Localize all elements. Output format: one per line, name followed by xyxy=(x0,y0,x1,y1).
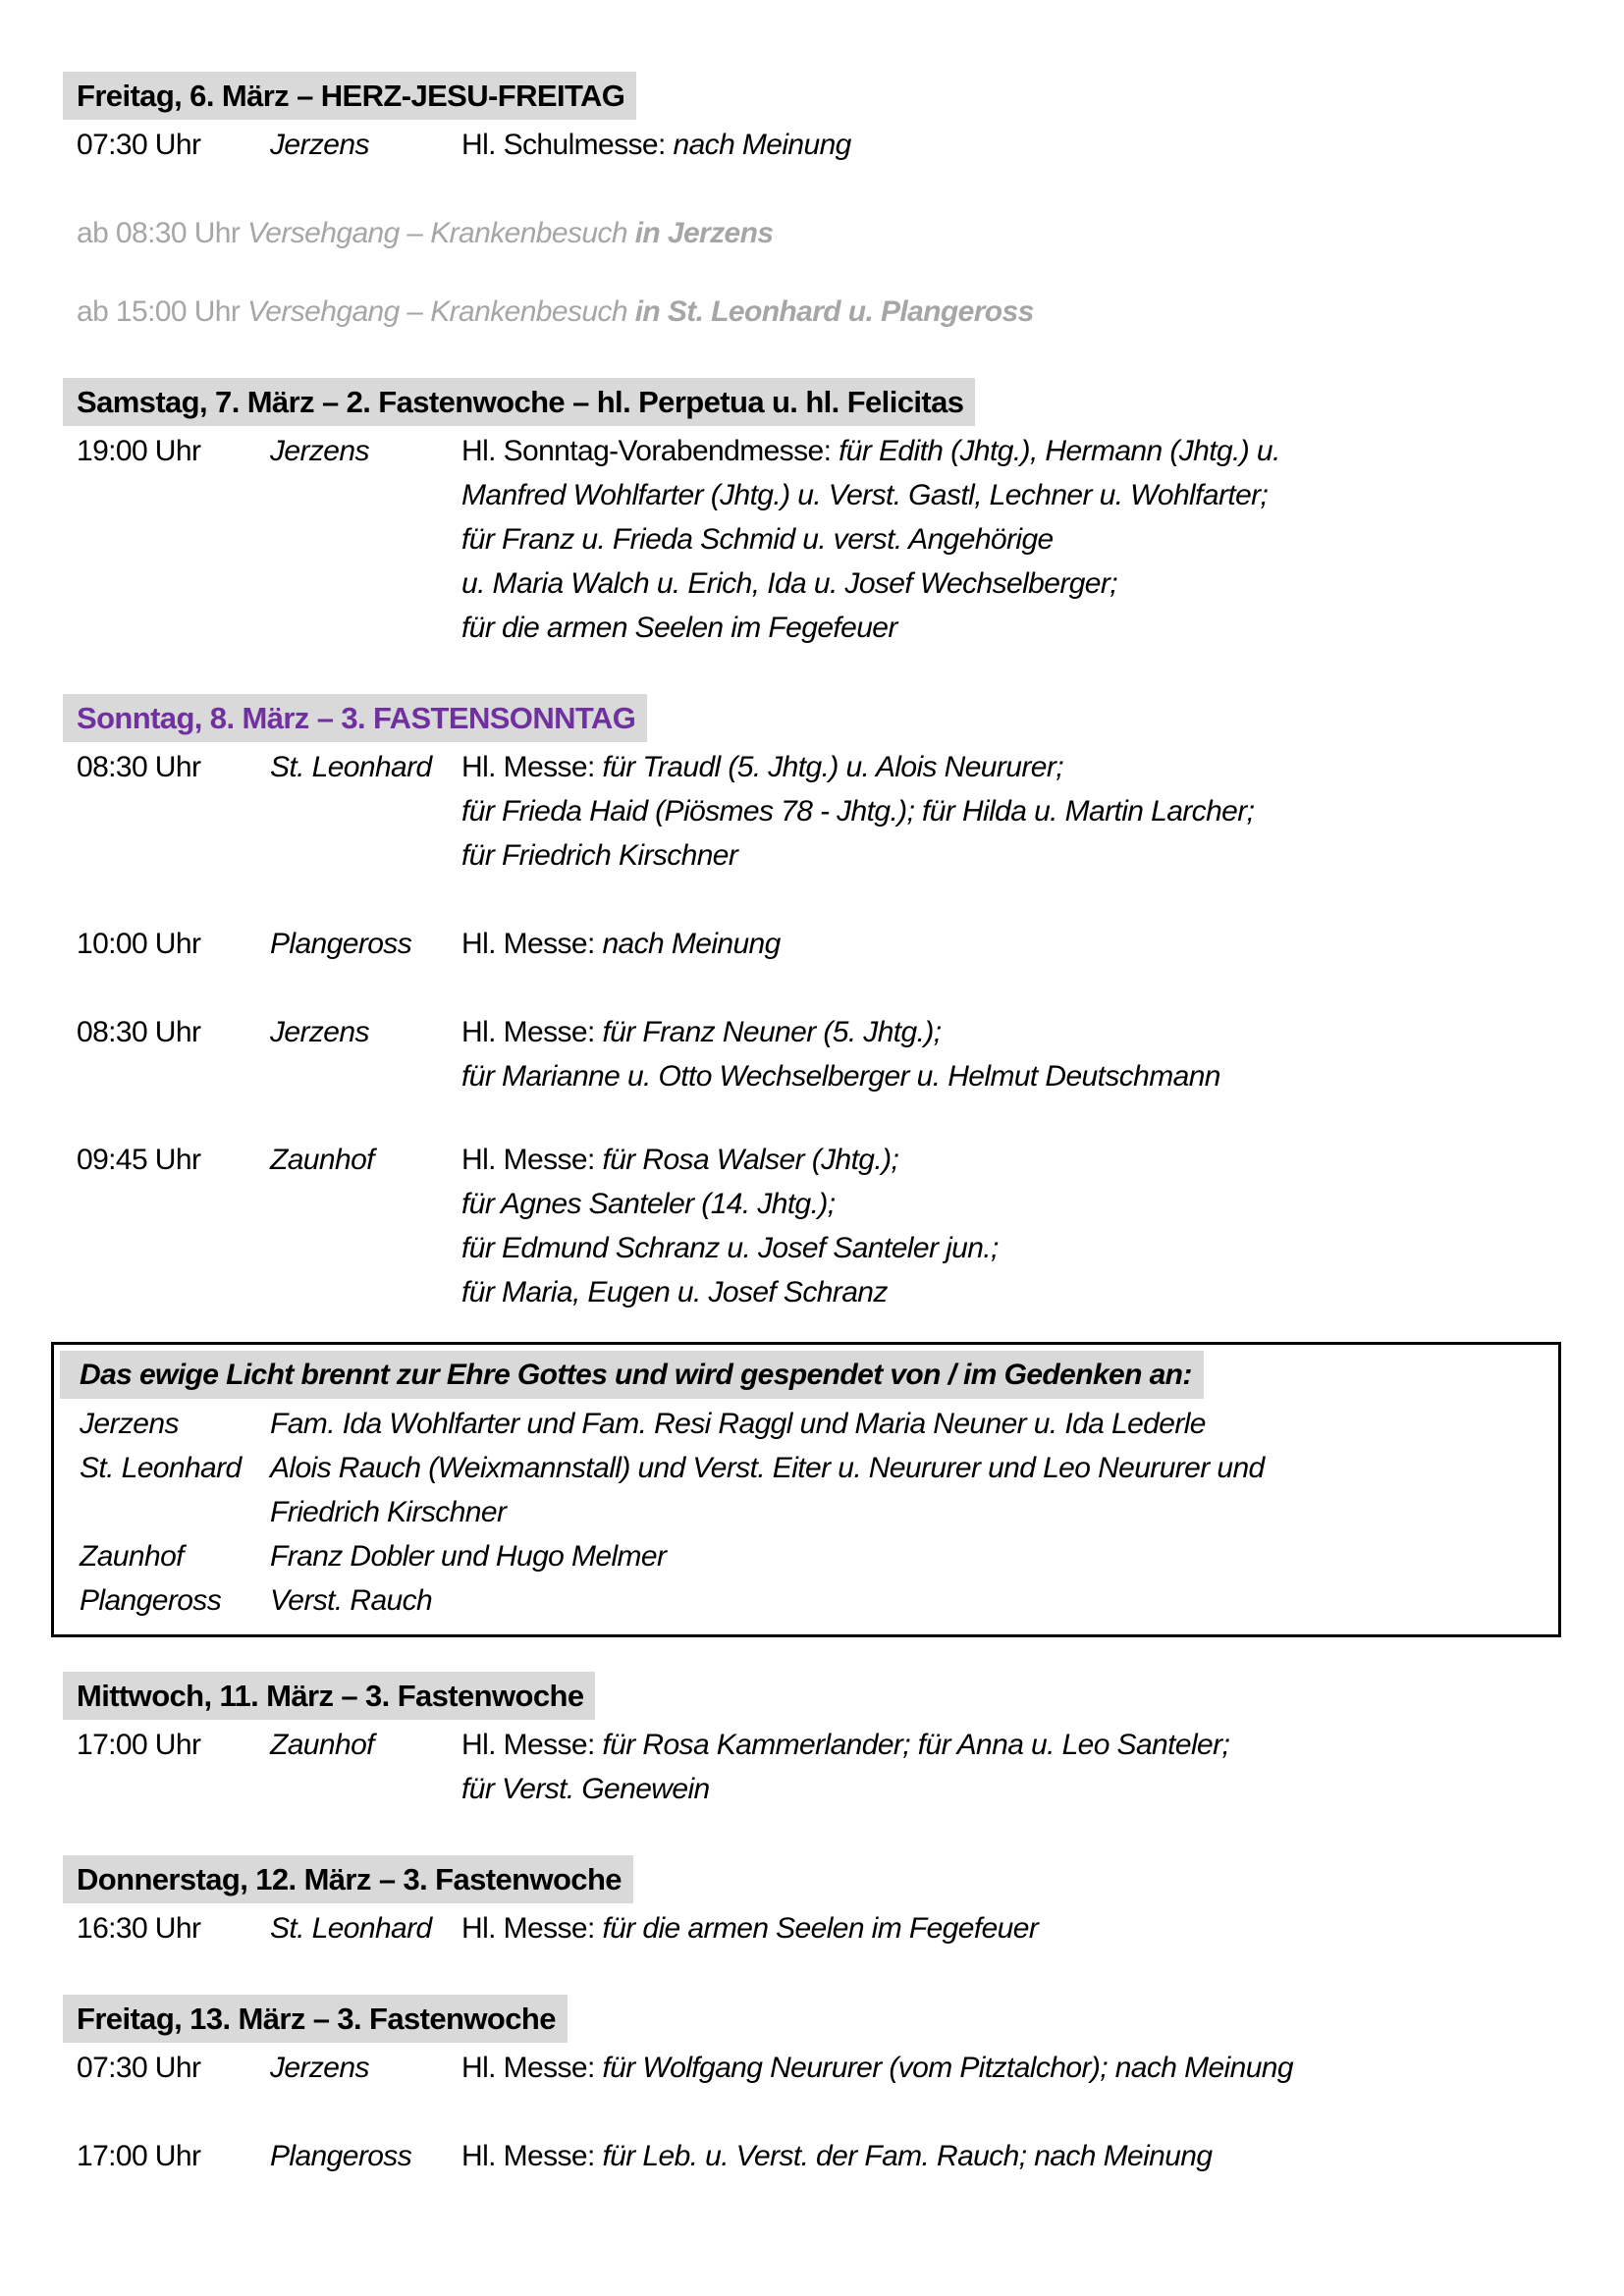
entry-description xyxy=(461,745,1567,878)
entry-location: St. Leonhard xyxy=(270,1912,432,1945)
day-header: Mittwoch, 11. März – 3. Fastenwoche xyxy=(63,1672,595,1720)
mass-entry xyxy=(77,1138,1567,1314)
service-label: Hl. Messe: xyxy=(461,928,595,960)
entry-location: Jerzens xyxy=(270,2052,369,2084)
visit-activity: Versehgang – Krankenbesuch xyxy=(247,217,627,249)
intention-line: für Wolfgang Neururer (vom Pitztalchor); nach Meinung xyxy=(602,2052,1293,2084)
section-wednesday-11 xyxy=(77,1672,1567,1720)
description-line xyxy=(461,745,1567,789)
mass-entry xyxy=(77,123,1567,167)
entry-location: Zaunhof xyxy=(270,1144,374,1176)
service-label: Hl. Messe: xyxy=(461,1912,595,1945)
service-label: Hl. Sonntag-Vorabendmesse: xyxy=(461,435,832,467)
intention-line: für Edmund Schranz u. Josef Santeler jun.; xyxy=(461,1232,999,1264)
mass-entry xyxy=(77,1906,1567,1950)
intention-line: für die armen Seelen im Fegefeuer xyxy=(602,1912,1039,1945)
service-label: Hl. Messe: xyxy=(461,2052,595,2084)
description-line xyxy=(461,123,1567,167)
intention-line: für Rosa Walser (Jhtg.); xyxy=(602,1144,899,1176)
light-location: Jerzens xyxy=(80,1408,179,1440)
light-box-header xyxy=(80,1351,1539,1399)
light-box-row xyxy=(80,1402,1539,1446)
entry-location: Plangeross xyxy=(270,928,412,960)
mass-entry xyxy=(77,429,1567,650)
day-header: Samstag, 7. März – 2. Fastenwoche – hl. Perpetua u. hl. Felicitas xyxy=(63,378,975,426)
section-thursday-12 xyxy=(77,1855,1567,1903)
intention-line: Manfred Wohlfarter (Jhtg.) u. Verst. Gastl, Lechner u. Wohlfarter; xyxy=(461,479,1269,511)
description-line xyxy=(461,429,1567,473)
intention-line: für Agnes Santeler (14. Jhtg.); xyxy=(461,1188,836,1220)
section-saturday-7 xyxy=(77,378,1567,426)
intention-line: nach Meinung xyxy=(602,928,781,960)
entry-time: 08:30 Uhr xyxy=(77,1016,201,1048)
intention-line: für Friedrich Kirschner xyxy=(461,839,738,872)
visit-place: in Jerzens xyxy=(634,217,774,249)
entry-description xyxy=(461,1906,1567,1950)
mass-entry xyxy=(77,1723,1567,1811)
service-label: Hl. Messe: xyxy=(461,1144,595,1176)
light-donors xyxy=(270,1446,1539,1534)
entry-time: 16:30 Uhr xyxy=(77,1912,201,1945)
intention-line: für Franz Neuner (5. Jhtg.); xyxy=(602,1016,942,1048)
entry-time: 17:00 Uhr xyxy=(77,2140,201,2172)
section-friday-13 xyxy=(77,1995,1567,2043)
service-label: Hl. Schulmesse: xyxy=(461,129,666,161)
entry-description xyxy=(461,1138,1567,1314)
light-box-row xyxy=(80,1534,1539,1578)
section-friday-6 xyxy=(77,72,1567,120)
service-label: Hl. Messe: xyxy=(461,2140,595,2172)
light-donors xyxy=(270,1578,1539,1623)
sick-call-note xyxy=(77,211,1567,255)
description-line xyxy=(461,1723,1567,1767)
mass-entry xyxy=(77,2134,1567,2178)
entry-location: St. Leonhard xyxy=(270,751,432,783)
service-label: Hl. Messe: xyxy=(461,1729,595,1761)
description-line xyxy=(461,1138,1567,1182)
entry-description xyxy=(461,123,1567,167)
description-line xyxy=(461,1010,1567,1054)
service-label: Hl. Messe: xyxy=(461,751,595,783)
intention-line: nach Meinung xyxy=(673,129,851,161)
intention-line: für die armen Seelen im Fegefeuer xyxy=(461,612,897,644)
section-sunday-8 xyxy=(77,694,1567,742)
entry-description xyxy=(461,922,1567,966)
description-line xyxy=(461,1906,1567,1950)
entry-time: 07:30 Uhr xyxy=(77,2052,201,2084)
light-donor-line: Alois Rauch (Weixmannstall) und Verst. Eiter u. Neururer und Leo Neururer und xyxy=(270,1452,1265,1484)
light-donor-line: Franz Dobler und Hugo Melmer xyxy=(270,1540,667,1573)
light-donors xyxy=(270,1534,1539,1578)
description-line xyxy=(461,922,1567,966)
mass-entry xyxy=(77,1010,1567,1098)
entry-location: Jerzens xyxy=(270,435,369,467)
day-header: Donnerstag, 12. März – 3. Fastenwoche xyxy=(63,1855,633,1903)
light-donor-line: Friedrich Kirschner xyxy=(270,1496,507,1528)
mass-entry xyxy=(77,2046,1567,2090)
entry-time: 19:00 Uhr xyxy=(77,435,201,467)
description-line xyxy=(461,2046,1567,2090)
intention-line: für Franz u. Frieda Schmid u. verst. Angehörige xyxy=(461,523,1054,556)
entry-description xyxy=(461,1723,1567,1811)
intention-line: für Maria, Eugen u. Josef Schranz xyxy=(461,1276,888,1308)
service-label: Hl. Messe: xyxy=(461,1016,595,1048)
entry-location: Plangeross xyxy=(270,2140,412,2172)
mass-entry xyxy=(77,922,1567,966)
entry-time: 07:30 Uhr xyxy=(77,129,201,161)
entry-location: Jerzens xyxy=(270,1016,369,1048)
day-header: Sonntag, 8. März – 3. FASTENSONNTAG xyxy=(63,694,647,742)
entry-description xyxy=(461,2046,1567,2090)
entry-description xyxy=(461,429,1567,650)
entry-time: 09:45 Uhr xyxy=(77,1144,201,1176)
light-location: Zaunhof xyxy=(80,1540,184,1573)
intention-line: für Edith (Jhtg.), Hermann (Jhtg.) u. xyxy=(839,435,1280,467)
entry-time: 08:30 Uhr xyxy=(77,751,201,783)
visit-time: ab 08:30 Uhr xyxy=(77,217,241,249)
entry-description xyxy=(461,2134,1567,2178)
description-line xyxy=(461,2134,1567,2178)
day-header: Freitag, 6. März – HERZ-JESU-FREITAG xyxy=(63,72,636,120)
light-box-row xyxy=(80,1578,1539,1623)
intention-line: für Frieda Haid (Piösmes 78 - Jhtg.); für Hilda u. Martin Larcher; xyxy=(461,795,1255,828)
eternal-light-box xyxy=(51,1342,1561,1637)
entry-time: 10:00 Uhr xyxy=(77,928,201,960)
light-location: Plangeross xyxy=(80,1584,222,1617)
intention-line: u. Maria Walch u. Erich, Ida u. Josef Wechselberger; xyxy=(461,567,1117,600)
intention-line: für Marianne u. Otto Wechselberger u. Helmut Deutschmann xyxy=(461,1060,1220,1093)
entry-location: Jerzens xyxy=(270,129,369,161)
light-box-title: Das ewige Licht brennt zur Ehre Gottes und wird gespendet von / im Gedenken an: xyxy=(60,1351,1204,1399)
entry-description xyxy=(461,1010,1567,1098)
intention-line: für Verst. Genewein xyxy=(461,1773,710,1805)
visit-place: in St. Leonhard u. Plangeross xyxy=(634,295,1034,328)
entry-location: Zaunhof xyxy=(270,1729,374,1761)
visit-activity: Versehgang – Krankenbesuch xyxy=(247,295,627,328)
sick-call-note xyxy=(77,290,1567,334)
light-donors xyxy=(270,1402,1539,1446)
light-location: St. Leonhard xyxy=(80,1452,242,1484)
light-donor-line: Verst. Rauch xyxy=(270,1584,433,1617)
light-box-row xyxy=(80,1446,1539,1534)
intention-line: für Traudl (5. Jhtg.) u. Alois Neururer; xyxy=(602,751,1063,783)
visit-time: ab 15:00 Uhr xyxy=(77,295,241,328)
day-header: Freitag, 13. März – 3. Fastenwoche xyxy=(63,1995,568,2043)
light-donor-line: Fam. Ida Wohlfarter und Fam. Resi Raggl und Maria Neuner u. Ida Lederle xyxy=(270,1408,1206,1440)
mass-entry xyxy=(77,745,1567,878)
entry-time: 17:00 Uhr xyxy=(77,1729,201,1761)
intention-line: für Leb. u. Verst. der Fam. Rauch; nach Meinung xyxy=(602,2140,1213,2172)
intention-line: für Rosa Kammerlander; für Anna u. Leo Santeler; xyxy=(602,1729,1230,1761)
